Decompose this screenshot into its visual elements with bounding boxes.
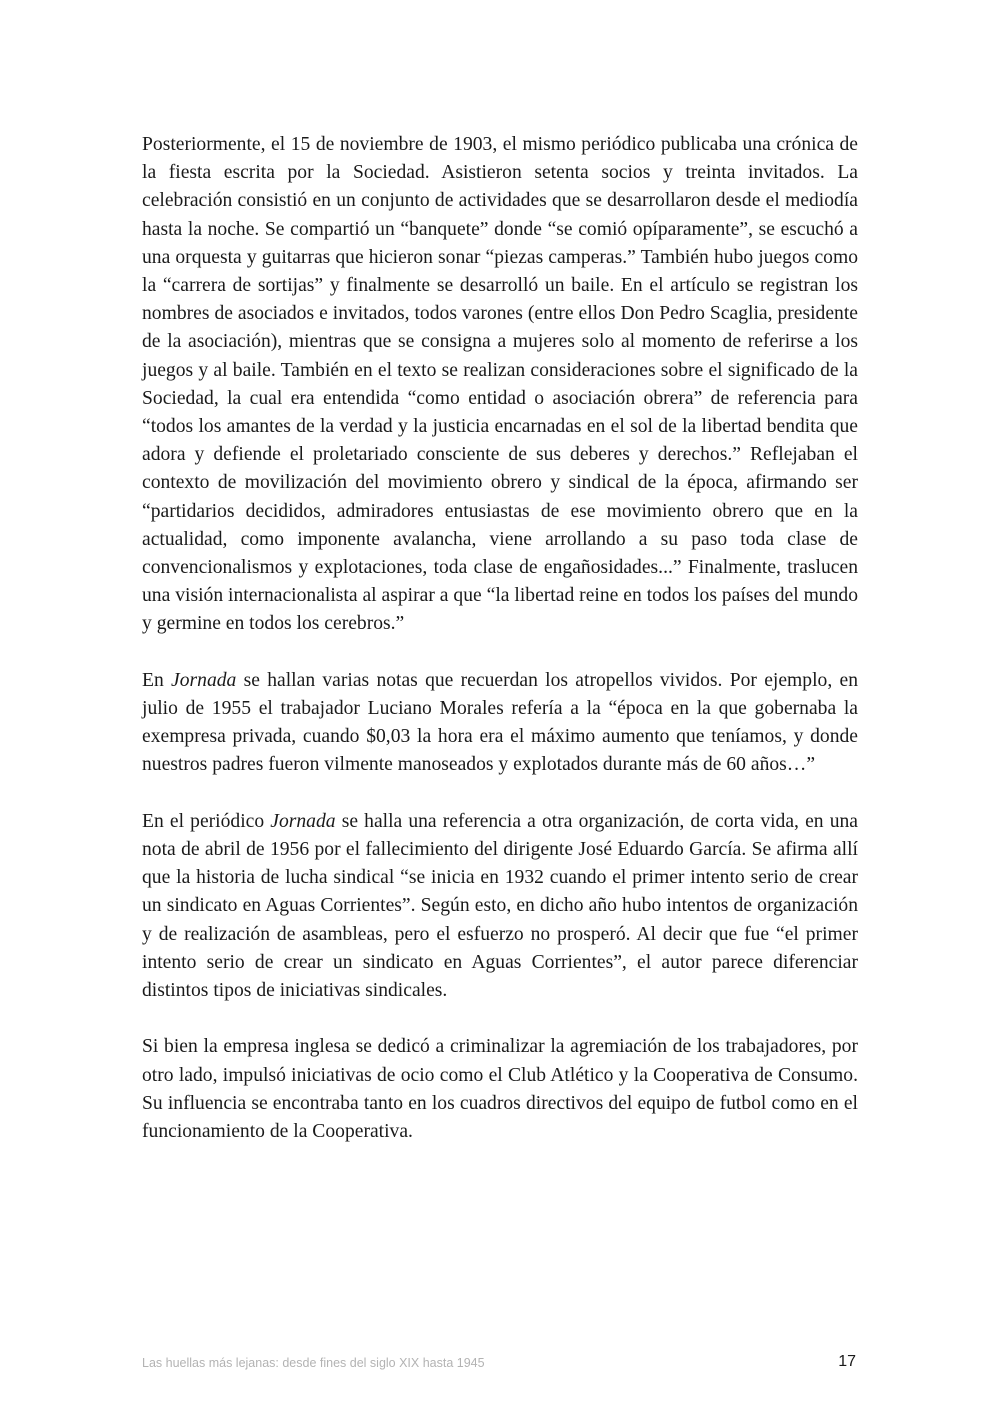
paragraph-2-text: se hallan varias notas que recuerdan los atropellos vividos. Por ejemplo, en julio de 1955 el trabajador Luciano Morales refería a la “época en la que gobernaba la exempresa privada, cuando $0,03 la hora era el máximo aumento que teníamos, y donde nuestros padres fueron vilmente manoseados y explotados durante más de 60 años…” [142,669,858,776]
running-footer-title: Las huellas más lejanas: desde fines del siglo XIX hasta 1945 [142,1356,485,1370]
paragraph-3-text: se halla una referencia a otra organización, de corta vida, en una nota de abril de 1956 por el fallecimiento del dirigente José Eduardo García. Se afirma allí que la historia de lucha sindical “se inicia en 1932 cuando el primer intento serio de crear un sindicato en Aguas Corrientes”. Según esto, en dicho año hubo intentos de organización y de realización de asambleas, pero el esfuerzo no prosperó. Al decir que fue “el primer intento serio de crear un sindicato en Aguas Corrientes”, el autor parece diferenciar distintos tipos de iniciativas sindicales. [142,810,858,1002]
paragraph-2-prefix: En [142,669,172,691]
publication-title: Jornada [270,810,336,832]
page-number: 17 [838,1353,856,1370]
paragraph-3-prefix: En el periódico [142,810,271,832]
paragraph-2 [142,667,858,780]
body-text [142,131,858,1174]
publication-title: Jornada [171,669,237,691]
paragraph-4: Si bien la empresa inglesa se dedicó a criminalizar la agremiación de los trabajadores, por otro lado, impulsó iniciativas de ocio como el Club Atlético y la Cooperativa de Consumo. Su influencia se encontraba tanto en los cuadros directivos del equipo de futbol como en el funcionamiento de la Cooperativa. [142,1036,858,1143]
paragraph-3 [142,808,858,1005]
paragraph-1: Posteriormente, el 15 de noviembre de 1903, el mismo periódico publicaba una crónica de la fiesta escrita por la Sociedad. Asistieron setenta socios y treinta invitados. La celebración consistió en un conjunto de actividades que se desarrollaron desde el mediodía hasta la noche. Se compartió un “banquete” donde “se comió opíparamente”, se escuchó a una orquesta y guitarras que hicieron sonar “piezas camperas.” También hubo juegos como la “carrera de sortijas” y finalmente se desarrolló un baile. En el artículo se registran los nombres de asociados e invitados, todos varones (entre ellos Don Pedro Scaglia, presidente de la asociación), mientras que se consigna a mujeres solo al momento de referirse a los juegos y al baile. También en el texto se realizan consideraciones sobre el significado de la Sociedad, la cual era entendida “como entidad o asociación obrera” de referencia para “todos los amantes de la verdad y la justicia encarnadas en el sol de la libertad bendita que adora y defiende el proletariado consciente de sus deberes y derechos.” Reflejaban el contexto de movilización del movimiento obrero y sindical de la época, afirmando ser “partidarios decididos, admiradores entusiastas de ese movimiento obrero que en la actualidad, como imponente avalancha, viene arrollando a su paso toda clase de convencionalismos y explotaciones, toda clase de engañosidades...” Finalmente, traslucen una visión internacionalista al aspirar a que “la libertad reine en todos los países del mundo y germine en todos los cerebros.” [142,134,858,635]
